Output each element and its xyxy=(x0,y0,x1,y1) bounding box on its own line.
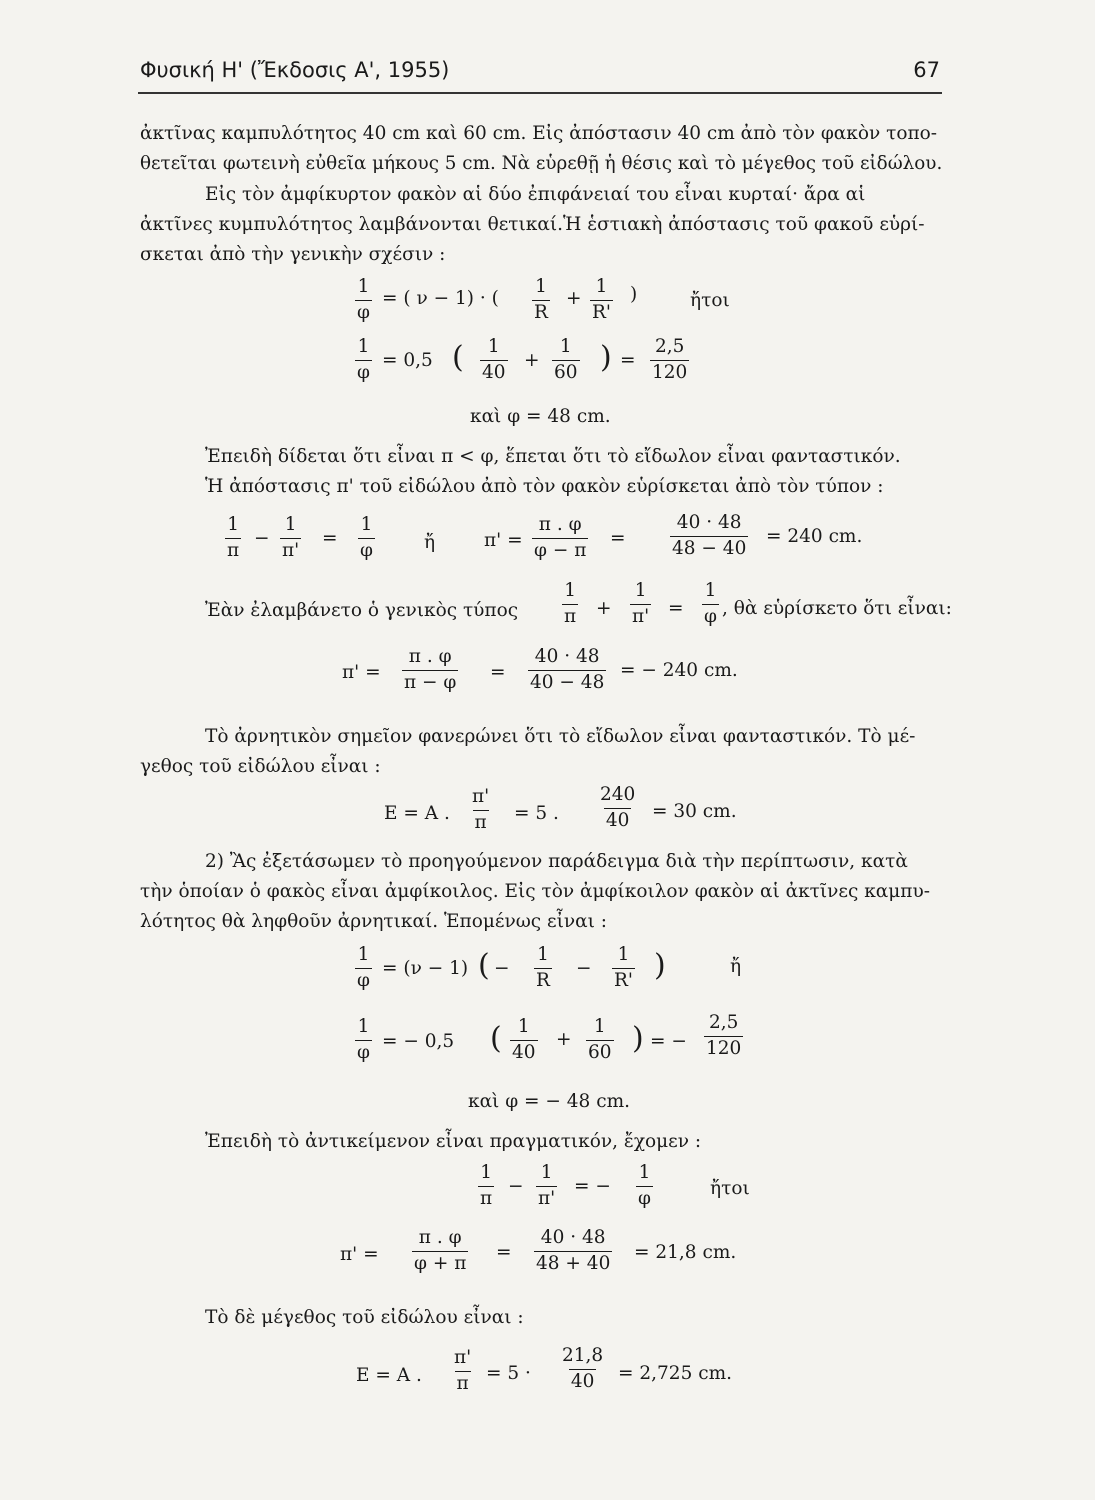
equation-text: + xyxy=(556,1029,572,1050)
fraction: 2,5 120 xyxy=(706,1012,742,1059)
equation-text: = − 0,5 xyxy=(382,1031,455,1052)
equation-text: = 5 . xyxy=(514,803,559,824)
equation-text: = − xyxy=(650,1031,687,1052)
fraction: 1 R' xyxy=(614,944,634,991)
fraction: 1 π' xyxy=(282,514,300,561)
fraction: π' π xyxy=(472,786,490,833)
equation-text: − xyxy=(254,528,270,549)
equation-text: = 21,8 cm. xyxy=(634,1242,737,1263)
fraction: 1 φ xyxy=(360,514,373,561)
fraction: 1 π' xyxy=(632,580,650,627)
fraction: π . φ φ − π xyxy=(534,514,587,561)
equation-text: , θὰ εὑρίσκετο ὅτι εἶναι: xyxy=(722,598,952,619)
equation-result: καὶ φ = 48 cm. xyxy=(470,406,611,427)
page-number: 67 xyxy=(913,58,940,82)
equation-text: ) xyxy=(630,284,638,305)
equation-text: = xyxy=(496,1242,512,1263)
equation-text: = − xyxy=(574,1176,611,1197)
equation-text: ἤ xyxy=(730,956,742,977)
fraction: 1 π xyxy=(227,514,240,561)
fraction: 1 R xyxy=(536,944,550,991)
text-line: Εἰς τὸν ἀμφίκυρτον φακὸν αἱ δύο ἐπιφάνειαί του εἶναι κυρταί· ἄρα αἱ xyxy=(205,184,866,205)
equation-text: ἤτοι xyxy=(690,290,730,311)
text-line: Ἐπειδὴ δίδεται ὅτι εἶναι π < φ, ἕπεται ὅτι τὸ εἴδωλον εἶναι φανταστικόν. xyxy=(205,446,901,467)
equation-text: = xyxy=(620,350,636,371)
text-line: λότητος θὰ ληφθοῦν ἀρνητικαί. Ἑπομένως εἶναι : xyxy=(140,911,607,932)
equation-text: = 240 cm. xyxy=(766,526,863,547)
equation-text: = 0,5 xyxy=(382,350,433,371)
text-line: ἀκτῖνες κυμπυλότητος λαμβάνονται θετικαί.Ἡ ἑστιακὴ ἀπόστασις τοῦ φακοῦ εὑρί- xyxy=(140,214,925,235)
text-line: Τὸ δὲ μέγεθος τοῦ εἰδώλου εἶναι : xyxy=(205,1307,524,1328)
equation-text: + xyxy=(596,598,612,619)
fraction: 40 · 48 48 + 40 xyxy=(536,1227,611,1274)
text-line: 2) Ἂς ἐξετάσωμεν τὸ προηγούμενον παράδειγμα διὰ τὴν περίπτωσιν, κατὰ xyxy=(205,851,908,872)
text-line: γεθος τοῦ εἰδώλου εἶναι : xyxy=(140,756,381,777)
fraction: 1 40 xyxy=(512,1016,536,1063)
equation-text: − xyxy=(494,958,510,979)
equation-text: ) xyxy=(600,340,612,375)
equation-text: = xyxy=(668,598,684,619)
equation-text: Ἐὰν ἐλαμβάνετο ὁ γενικὸς τύπος xyxy=(205,600,519,621)
equation-result: καὶ φ = − 48 cm. xyxy=(468,1091,630,1112)
equation-text: π' = xyxy=(340,1244,379,1265)
equation-text: − xyxy=(508,1176,524,1197)
fraction: 1 60 xyxy=(588,1016,612,1063)
header-rule xyxy=(138,92,942,94)
fraction: 40 · 48 48 − 40 xyxy=(672,512,747,559)
fraction: 2,5 120 xyxy=(652,336,688,383)
fraction: 1 π' xyxy=(538,1162,556,1209)
text-line: τὴν ὁποίαν ὁ φακὸς εἶναι ἀμφίκοιλος. Εἰς τὸν ἀμφίκοιλον φακὸν αἱ ἀκτῖνες καμπυ- xyxy=(140,881,930,902)
equation-text: ( xyxy=(478,948,490,983)
fraction: 1 40 xyxy=(482,336,506,383)
equation-text: ) xyxy=(654,948,666,983)
fraction: 1 φ xyxy=(638,1162,651,1209)
equation-text: ἤτοι xyxy=(710,1178,750,1199)
equation-text: ) xyxy=(632,1021,644,1056)
fraction: 1 φ xyxy=(704,580,717,627)
equation-text: + xyxy=(524,350,540,371)
fraction: π' π xyxy=(454,1347,472,1394)
text-line: Ἡ ἀπόστασις π' τοῦ εἰδώλου ἀπὸ τὸν φακὸν εὑρίσκεται ἀπὸ τὸν τύπον : xyxy=(205,476,884,497)
fraction: 21,8 40 xyxy=(562,1345,604,1392)
equation-text: + xyxy=(566,288,582,309)
equation-text: = ( ν − 1) · ( xyxy=(382,288,499,309)
equation-text: E = A . xyxy=(384,803,450,824)
text-line: Τὸ ἀρνητικὸν σημεῖον φανερώνει ὅτι τὸ εἴδωλον εἶναι φανταστικόν. Τὸ μέ- xyxy=(205,726,916,747)
equation-text: − xyxy=(576,958,592,979)
fraction: π . φ π − φ xyxy=(404,646,457,693)
text-line: ἀκτῖνας καμπυλότητος 40 cm καὶ 60 cm. Εἰς ἀπόστασιν 40 cm ἀπὸ τὸν φακὸν τοπο- xyxy=(140,123,938,144)
fraction: 240 40 xyxy=(600,784,636,831)
text-line: θετεῖται φωτεινὴ εὐθεῖα μήκους 5 cm. Νὰ εὑρεθῇ ἡ θέσις καὶ τὸ μέγεθος τοῦ εἰδώλου. xyxy=(140,153,943,174)
equation-text: π' = xyxy=(342,662,381,683)
equation-text: = − 240 cm. xyxy=(620,660,738,681)
fraction: 1 60 xyxy=(554,336,578,383)
equation-text: = (ν − 1) xyxy=(382,958,469,979)
equation-text: = xyxy=(322,528,338,549)
equation-text: ( xyxy=(452,340,464,375)
fraction: 1 φ xyxy=(357,336,370,383)
fraction: 1 φ xyxy=(357,276,370,323)
text-line: Ἐπειδὴ τὸ ἀντικείμενον εἶναι πραγματικόν, ἔχομεν : xyxy=(205,1131,702,1152)
header-title: Φυσική Η' (Ἔκδοσις Α', 1955) xyxy=(140,58,450,82)
equation-text: ( xyxy=(490,1021,502,1056)
text-line: σκεται ἀπὸ τὴν γενικὴν σχέσιν : xyxy=(140,244,446,265)
equation-text: ἤ xyxy=(424,532,436,553)
equation-text: = xyxy=(490,662,506,683)
equation-text: = 2,725 cm. xyxy=(618,1363,733,1384)
fraction: 1 R' xyxy=(592,276,612,323)
fraction: 40 · 48 40 − 48 xyxy=(530,646,605,693)
fraction: 1 φ xyxy=(357,1016,370,1063)
fraction: 1 π xyxy=(564,580,577,627)
fraction: π . φ φ + π xyxy=(414,1227,467,1274)
equation-text: π' = xyxy=(484,530,523,551)
fraction: 1 R xyxy=(534,276,548,323)
equation-text: E = A . xyxy=(356,1365,422,1386)
equation-text: = xyxy=(610,528,626,549)
equation-text: = 30 cm. xyxy=(652,801,737,822)
equation-text: = 5 · xyxy=(486,1363,531,1384)
fraction: 1 φ xyxy=(357,944,370,991)
fraction: 1 π xyxy=(480,1162,493,1209)
running-header xyxy=(140,58,940,90)
